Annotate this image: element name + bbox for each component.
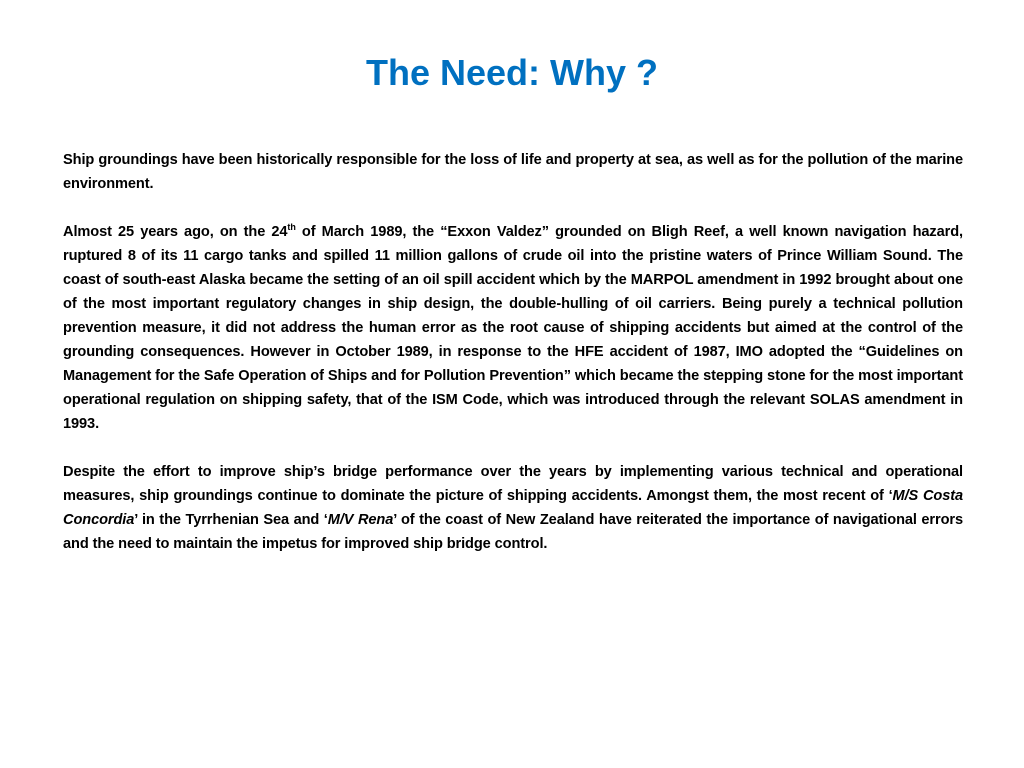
slide-body xyxy=(63,148,963,580)
paragraph-text: Ship groundings have been historically responsible for the loss of life and property at sea, as well as for the pollution of the marine environment. xyxy=(63,152,963,192)
paragraph-recent-groundings xyxy=(63,460,963,556)
ordinal-superscript: th xyxy=(287,222,296,233)
ship-name-rena: M/V Rena xyxy=(327,512,394,528)
page-title: The Need: Why ? xyxy=(365,52,658,93)
paragraph-text: Despite the effort to improve ship’s bridge performance over the years by implementing various technical and operational measures, ship groundings continue to dominate the picture of shipping accidents. Amongst them, the most recent of ‘ xyxy=(63,464,963,504)
paragraph-text: ’ in the Tyrrhenian Sea and ‘ xyxy=(134,512,328,528)
ship-name-costa-concordia: M/S Costa Concordia xyxy=(63,488,964,528)
paragraph-exxon-valdez xyxy=(63,220,963,436)
paragraph-groundings-intro xyxy=(63,148,963,196)
paragraph-text: Almost 25 years ago, on the 24 xyxy=(63,224,288,240)
paragraph-text: of March 1989, the “Exxon Valdez” grounded on Bligh Reef, a well known navigation hazard, ruptured 8 of its 11 cargo tanks and spilled 11 million gallons of crude oil into the pristine waters of Prince William Sound. The coast of south-east Alaska became the setting of an oil spill accident which by the MARPOL amendment in 1992 brought about one of the most important regulatory changes in ship design, the double-hulling of oil carriers. Being purely a technical pollution prevention measure, it did not address the human error as the root cause of shipping accidents but aimed at the control of the grounding consequences. However in October 1989, in response to the HFE accident of 1987, IMO adopted the “Guidelines on Management for the Safe Operation of Ships and for Pollution Prevention” which became the stepping stone for the most important operational regulation on shipping safety, that of the ISM Code, which was introduced through the relevant SOLAS amendment in 1993. xyxy=(63,224,963,432)
paragraph-text: ’ of the coast of New Zealand have reiterated the importance of navigational errors and the need to maintain the impetus for improved ship bridge control. xyxy=(63,512,963,552)
